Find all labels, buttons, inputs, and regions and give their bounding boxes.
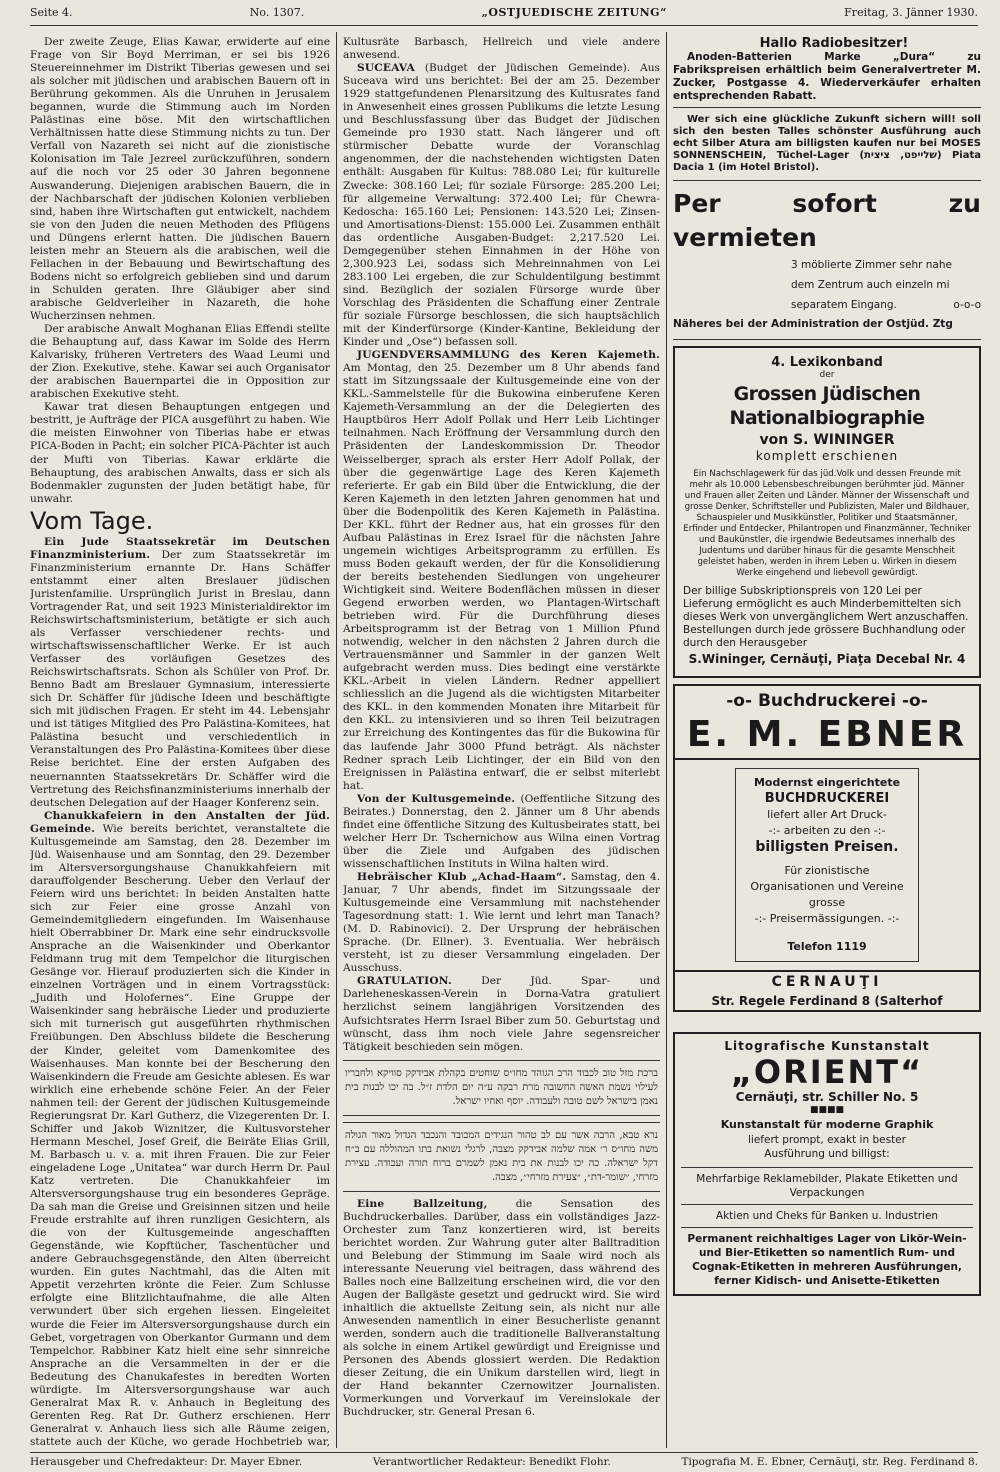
article-paragraph: Der zweite Zeuge, Elias Kawar, erwiderte auf eine Frage von Sir Boyd Merriman, er sei bis 1926 Steuereinnehmer im Distrikt Tiberias gewesen und sei als solcher mit jüdischen und arabischen Bauern oft in Berührung gekommen. Als die Unruhen in Jerusalem begannen, wurde die Stimmung auch im Norden Palästinas eine böse. Mit den wirtschaftlichen Verhältnissen hatte diese Stimmung nichts zu tun. Der Verfall von Nazareth sei nicht auf die zionistische Kolonisation im Tale Jezreel zurückzuführen, sondern auf die noch vor 25 oder 30 Jahren begonnene Auswanderung. Diejenigen arabischen Bauern, die in der Nachbarschaft der jüdischen Kolonien verblieben sind, haben ihre Wirtschaften gut entwickelt, nachdem sie von den Juden die neuen Methoden des Pflügens und Düngens erlernt hatten. Die jüdischen Bauern leisten mehr an Steuern als die arabischen, weil die Fellachen in der Bebauung und Bewirtschaftung des Bodens nicht so erfolgreich geblieben sind und darum in Schulden geraten. Ihre Gläubiger aber sind arabische Geldverleiher in Nazareth, die hohe Wucherzinsen nehmen.	[30, 36, 330, 322]
news-body: Wie bereits berichtet, veranstaltete die Kultusgemeinde am Samstag, den 28. Dezember im Jüd. Waisenhause und am Sonntag, den 29. Dezember im Altersversorgungshause Chanukkahfeiern mit darauffolgender Bescherung. Ueber den Verlauf der Feiern wird uns berichtet: In beiden Anstalten hatte sich zur Feier eine grosse Anzahl von Gemeindemitgliedern eingefunden. Im Waisenhause hielt Oberrabbiner Dr. Mark eine sehr eindrucksvolle Ansprache an die Waisenkinder und Oberkantor Feldmann trug mit dem Tempelchor die liturgischen Gesänge vor. Hierauf produzierten sich die Kinder in einzelnen Vorträgen und in einem Vortragsstück: „Judith und Holofernes“. Eine Gruppe der Waisenkinder sang hebräische Lieder und produzierte sich mit turnerisch gut ausgeführten rhythmischen Freiübungen. Den Abschluss bildete die Bescherung der Kinder, geleitet vom Damenkomitee des Waisenhauses. Man konnte bei der Bescherung den Waisenkindern die Freude am Gesichte ablesen. Es war wirklich eine erhebende schöne Feier. An der Feier nahmen teil: der Gerent der jüdischen Kultusgemeinde Regierungsrat Dr. Karl Gutherz, die Vizegerenten Dr. I. Schiffer und Jakob Wiznitzer, die Kultusvorsteher Hermann Meschel, Josef Greif, die Beiräte Elias Grill, M. Barbasch u. v. a. mit ihren Frauen. Die zur Feier eingeladene Loge „Unitatea“ war durch Herrn Dr. Paul Katz vertreten. Die Chanukkahfeier im Altersversorgungshause trug ein besonderes Gepräge. Da sah man die Greise und Greisinnen sitzen und heile Freude erstrahlte auf ihren runzligen Gesichtern, als die von der Kultusgemeinde angeschafften Gegenstände, wie Kopftücher, Taschentücher und andere Gebrauchsgegenstände, den Alten überreicht wurden. Ein gutes Nachtmahl, das die Alten mit Appetit verzehrten krönte die Feier. Zum Schlusse erfolgte eine Blitzlichtaufnahme, die alle Alten verwundert über sich ergehen liessen. Eingeleitet wurde die Feier im Altersversorgungshause durch ein Gebet, vorgetragen von Oberkantor Gurmann und dem Tempelchor. Rabbiner Katz hielt eine sehr sinnreiche Ansprache an die Versammelten in der er die Bedeutung des Chanukafestes in beredten Worten würdigte. Im Altersversorgungshause war auch Generalrat Max R. v. Anhauch in Begleitung des Gerenten Reg. Rat Dr. Gutherz erschienen. Herr Generalrat v. Anhauch liess sich alle Räume zeigen, stattete auch der Küche, wo gerade Hochbetrieb war,	[30, 822, 330, 1448]
ebner-ad	[673, 684, 981, 1012]
column-divider-2	[666, 32, 667, 1448]
rent-ad-entrance: separatem Eingang.	[791, 299, 897, 311]
orient-ad-line: Mehrfarbige Reklamebilder, Plakate Etiketten und Verpackungen	[681, 1167, 973, 1200]
orient-ad-line: Aktien und Cheks für Banken u. Industrien	[681, 1204, 973, 1228]
news-item	[30, 810, 330, 1450]
news-body: Samstag, den 4. Januar, 7 Uhr abends, findet im Sitzungssaale der Kultusgemeinde eine Versammlung mit nachstehender Tagesordnung statt: 1. Wie lernt und lehrt man Tanach? (M. D. Rabinovici). 2. Der Ursprung der hebräischen Sprache. (Dr. Ellner). 3. Eventualia. Wer hebräisch versteht, ist zu dieser Versammlung eingeladen. Der Ausschuss.	[343, 871, 660, 975]
ebner-ad-line: liefert aller Art Druck-	[767, 808, 887, 822]
news-body: die Sensation des Buchdruckerballes. Darüber, dass ein vollständiges Jazz-Orchester zum Tanz konzertieren wird, ist bereits berichtet worden. Zur Wahrung guter alter Balltradition und Belebung der Stimmung im Saale wird noch als interessante Neuerung viel beitragen, dass während des Balles noch eine Ballzeitung erscheinen wird, die vor den Augen der Ballgäste gesetzt und gedruckt wird. Sie wird inhaltlich die aktuellste Zeitung sein, als nicht nur alle Anwesenden namentlich in einer Besucherliste genannt werden, sondern auch die traditionelle Ballveranstaltung als solche in einem Artikel gewürdigt und Ereignisse und Personen des Abends glossiert werden. Die Redaktion dieser Zeitung, die ein Unikum darstellen wird, liegt in der Hand bekannter Czernowitzer Journalisten. Vormerkungen und Vorverkauf im Vereinslokale der Buchdrucker, str. General Presan 6.	[343, 1197, 660, 1419]
hebrew-notice-1: ברכת מזל טוב לכבוד הרב הגוהד מחו״ס שוחטים בקהלת אבידקק סוויקא ולחבריו לעילוי נשמת האשה החשובה מרת רבקה ע״ה יום הלדת ז״ל. בה יכו לבנות בית נאמן בישראל לשם טובה ולעבודה. יוסף ואחיו ישראל.	[343, 1060, 660, 1116]
page-footer	[30, 1452, 978, 1468]
ebner-ad-phone: Telefon 1119	[787, 940, 867, 954]
news-item	[343, 871, 660, 975]
lexikon-address: S.Wininger, Cernăuţi, Piaţa Decebal Nr. 4	[688, 652, 966, 667]
news-item	[30, 536, 330, 810]
news-headline: JUGENDVERSAMMLUNG des Keren Kajemeth.	[357, 349, 660, 362]
news-headline: Ein Jude Staatssekretär im Deutschen Finanzministerium.	[30, 535, 330, 561]
lexikon-volume: 4. Lexikonband	[771, 355, 883, 370]
news-subheadline: (Budget der Jüdischen Gemeinde).	[424, 62, 631, 75]
lexikon-author: von S. WININGER	[759, 432, 895, 449]
tallis-ad: Wer sich eine glückliche Zukunft sichern will! soll sich den besten Talles schönster Ausführung auch echt Silber Atura am billigsten kaufen nur bei MOSES SONNENSCHEIN, Tüchel-Lager (שלייפט, ציצית) Piata Dacia 1 (im Hotel Bristol).	[673, 114, 981, 181]
news-item	[343, 349, 660, 793]
news-body: Der Jüd. Spar- und Darleheneskassen-Verein in Dorna-Vatra gratuliert herzlichst seinem langjährigen Vorsitzenden des Aufsichtsrates Herrn Israel Biber zum 50. Geburtstag und wünscht, dass ihm noch viele Jahre segensreicher Tätigkeit beschieden sein mögen.	[343, 975, 660, 1053]
rent-ad	[673, 187, 981, 340]
issue-number: No. 1307.	[249, 6, 305, 19]
news-headline: GRATULATION.	[357, 975, 452, 988]
article-paragraph: Kawar trat diesen Behauptungen entgegen und bestritt, je Aufträge der PICA ausgeführt zu haben. Wie die meisten Einwohner von Tiberias habe er etwas PICA-Boden in Pacht; ein solcher PICA-Pächter ist auch der Mufti von Tiberias. Kawar erklärte die Behauptung, des arabischen Anwalts, dass er sich als Bodenmakler zugunsten der Juden betätigt habe, für unwahr.	[30, 401, 330, 505]
news-headline: SUCEAVA	[357, 62, 415, 75]
rent-ad-line	[791, 295, 981, 315]
page-number: Seite 4.	[30, 6, 73, 19]
lexikon-complete: komplett erschienen	[755, 449, 899, 464]
ebner-ad-top: -o- Buchdruckerei -o-	[726, 691, 928, 712]
ebner-ad-line: Für zionistische Organisationen und Vereine grosse	[750, 864, 904, 910]
page-header	[30, 6, 978, 22]
news-body: Am Montag, den 25. Dezember um 8 Uhr abends fand statt im Sitzungssaale der Kultusgemeinde eine von der KKL.-Sammelstelle für die Bukowina einberufene Keren Kajemeth-Versammlung an der die Delegierten des Hauptbüros Herr Adolf Pollak und Herr Leib Lichtinger teilnahmen. Nach Eröffnung der Versammlung durch den Präsidenten der Landeskommission Dr. Theodor Weisselberger, sprach als erster Herr Adolf Pollak, der über die gegenwärtige Lage des Keren Kajemeth referierte. Er gab ein Bild über die Entwicklung, die der Keren Kajemeth in den letzten Jahren genommen hat und über die Bodenpolitik des Keren Kajemeth in Palästina. Der KKL. führt der Redner aus, hat ein grosses für den Aufbau Palästinas in Erez Israel für die nächsten Jahre ungemein wichtiges Arbeitsprogramm zu erfüllen. Es muss Boden gekauft werden, der für die Konsolidierung der bereits bestehenden Siedlungen von ungeheurer Wichtigkeit sind. Weitere Bodenflächen müssen in dieser Gegend erworben werden, wo Plantagen-Wirtschaft betrieben wird. Für die Durchführung dieses Arbeitsprogramm ist der Betrag von 1 Million Pfund notwendig, welcher in den nächsten 2 Jahren durch die Vertrauensmänner und Sammler in der ganzen Welt aufgebracht werden muss. Dies bedingt eine verstärkte KKL.-Arbeit in vielen Ländern. Redner appelliert schliesslich an die Jugend als die wichtigsten Mitarbeiter des KKL. in den kommenden Monaten ihre Mitarbeit für den KKL. zu intensivieren und so ihren Teil beizutragen zur Erreichung des Kontingentes das für die Bukowina für das laufende Jahr 3000 Pfund beträgt. Als nächster Redner sprach Leib Lichtinger, der ein Bild von den Ereignissen in Palästina entwarf, die er selbst miterlebt hat.	[343, 362, 660, 792]
column-2	[343, 36, 660, 1450]
header-rule	[30, 25, 978, 26]
news-headline: Eine Ballzeitung,	[357, 1197, 488, 1210]
news-item	[343, 62, 660, 349]
radio-ad	[673, 36, 981, 108]
orient-ad-line: Kunstanstalt für moderne Graphik	[720, 1118, 934, 1132]
news-body: (Oeffentliche Sitzung des Beirates.) Donnerstag, den 2. Jänner um 8 Uhr abends findet eine öffentliche Sitzung des Kultusbeirates statt, bei welcher Herr Dr. Tschernichow aus Wilna einen Vortrag über die Ziele und Aufgaben des jüdischen wissenschaftlichen Instituts in Wilna halten wird.	[343, 792, 660, 870]
column-1	[30, 36, 330, 1450]
rent-ad-line: 3 möblierte Zimmer sehr nahe	[791, 259, 952, 271]
news-item	[343, 793, 660, 871]
orient-ad	[673, 1032, 981, 1296]
section-heading: Vom Tage.	[30, 506, 154, 535]
rent-ad-line: dem Zentrum auch einzeln mi	[791, 279, 950, 291]
ebner-ad-city: CERNAUŢI	[675, 970, 979, 992]
ebner-ad-line: -:- arbeiten zu den -:-	[768, 824, 886, 838]
article-paragraph: Der arabische Anwalt Moghanan Elias Effendi stellte die Behauptung auf, dass Kawar im Solde des Herrn Kalvarisky, früheren Vertreters des Waad Leumi und der Zion. Exekutive, stehe. Kawar sei auch Organisator der arabischen Bauernpartei die in Opposition zur arabischen Exekutive steht.	[30, 323, 330, 401]
rent-ad-title: Per sofort zu vermieten	[673, 189, 981, 252]
column-3	[673, 36, 981, 1450]
article-paragraph: Kultusräte Barbasch, Hellreich und viele andere anwesend.	[343, 36, 660, 62]
ebner-ad-body	[735, 768, 919, 962]
footer-printer: Tipografia M. E. Ebner, Cernăuţi, str. Reg. Ferdinand 8.	[681, 1456, 978, 1468]
rent-ad-ornament: o-o-o	[953, 299, 981, 311]
newspaper-title: „OSTJUEDISCHE ZEITUNG“	[481, 6, 667, 19]
orient-ad-top: Litografische Kunstanstalt	[724, 1039, 930, 1054]
orient-ad-line: liefert prompt, exakt in bester Ausführung und billigst:	[748, 1134, 906, 1161]
lexikon-title: Grossen Jüdischen Nationalbiographie	[729, 383, 925, 430]
hebrew-notice-2: נרא טבא, הרבה אשר עם לב טהור הנגידים המכובד והנכבד הגדול מאור הגולה משה מחו״ס ר׳ אמה שלמה אבידקק מצבה, לרגלי נשואת בתו המהוללה עם ב״ח דקל ישראלה. כה יכו לבנות את בית נאמן לשמרם ברוח תורה ועבודה. עצירת מזרחי, ״שומר-דת״, ״צעירת מזרחי״, מצבה.	[343, 1122, 660, 1192]
news-item	[343, 975, 660, 1053]
lexikon-price: Der billige Subskriptionspreis von 120 Lei per Lieferung ermöglicht es auch Minderbemittelten sich dieses Werk von unvergänglichem Wert anzuschaffen. Bestellungen durch jede grössere Buchhandlung oder durch den Herausgeber	[683, 585, 969, 650]
orient-ad-address: Cernăuţi, str. Schiller No. 5	[735, 1090, 919, 1105]
news-body: Aus Suceava wird uns berichtet: Bei der am 25. Dezember 1929 stattgefundenen Plenarsitzung des Kultusrates fand in Anwesenheit eines grossen Publikums die letzte Lesung und Beschlussfassung über das Budget der Jüdischen Gemeinde pro 1930 statt. Nach längerer und oft stürmischer Debatte wurde der Voranschlag angenommen, der die nachstehenden wichtigsten Daten enthält: Ausgaben für Kultus: 788.080 Lei; für kulturelle Zwecke: 308.160 Lei; für soziale Fürsorge: 285.200 Lei; für allgemeine Verwaltung: 372.400 Lei; für Chewra-Kedoscha: 165.160 Lei; Pensionen: 143.520 Lei; Zinsen- und Amortisations-Dienst: 155.000 Lei. Zusammen enthält das ordentliche Ausgaben-Budget: 2,217.520 Lei. Demgegenüber stehen Einnahmen in der Höhe von 2,300.923 Lei, sodass sich Mehreinnahmen von Lei 283.100 Lei ergeben, die zur Schuldentilgung bestimmt sind. Bezüglich der sozialen Fürsorge wurde über Vorschlag des Präsidenten die Schaffung einer Zentrale für soziale Fürsorge beschlossen, die sich hauptsächlich mit der Kinderfürsorge (Kinder-Kantine, Bekleidung der Kinder und „Ose“) befassen soll.	[343, 62, 660, 349]
orient-ad-name: „ORIENT“	[730, 1053, 924, 1092]
lexikon-description: Ein Nachschlagewerk für das jüd.Volk und dessen Freunde mit mehr als 10.000 Lebensbeschreibungen berühmter jüd. Männer und Frauen aller Zeiten und Länder. Männer der Wissenschaft und grosse Denker, Schriftsteller und Publizisten, Maler und Bildhauer, Schauspieler und Musikkünstler, Politiker und Staatsmänner, Erfinder und Entdecker, Philantropen und Finanzmänner, Techniker und Baukünstler, die irgendwie Bedeutsames innerhalb des Judentums und darüber hinaus für die gesamte Menschheit geleistet haben, werden in ihrem Leben u. Wirken in diesem Werke eingehend und liebevoll gewürdigt.	[683, 469, 971, 579]
news-body: Der zum Staatssekretär im Finanzministerium ernannte Dr. Hans Schäffer entstammt einer alten Breslauer jüdischen Juristenfamilie. Ursprünglich Jurist in Breslau, dann Vortragender Rat, und seit 1923 Ministerialdirektor im Reichswirtschaftsministerium, betätigte er sich auch als Verfasser verschiedener rechts- und wirtschaftswissenschaftlicher Werke. Er ist auch Verfasser des vorläufigen Gesetzes des Reichswirtschaftsrats. Schon als Schüler von Prof. Dr. Benno Badt am Breslauer Gymnasium, interessierte sich Dr. Schäffer für jüdische Ideen und beschäftigte sich mit jüdischen Fragen. Er steht im 44. Lebensjahr und ist tätiges Mitglied des Pro Palästina-Komitees, hat Palästina besucht und verschiedentlich in Veranstaltungen des Pro Palästina-Komitees über diese Reise berichtet. Eine der ersten Aufgaben des neuernannten Staatssekretärs Dr. Schäffer wird die Vertretung des Reichsfinanzministeriums innerhalb der deutschen Delegation auf der Haager Konferenz sein.	[30, 548, 330, 809]
issue-date: Freitag, 3. Jänner 1930.	[844, 6, 978, 19]
lexikon-der: der	[819, 370, 835, 381]
radio-ad-title: Hallo Radiobesitzer!	[759, 36, 909, 51]
column-divider-1	[336, 32, 337, 1448]
radio-ad-text: Anoden-Batterien Marke „Dura“ zu Fabrikspreisen erhältlich beim Generalvertreter M. Zucker, Postgasse 4. Wiederverkäufer erhalten entsprechenden Rabatt.	[673, 51, 981, 102]
ebner-ad-street: Str. Regele Ferdinand 8 (Salterhof	[711, 994, 943, 1009]
news-item	[343, 1198, 660, 1420]
orient-ad-ornament: ■■■■	[809, 1105, 844, 1116]
ebner-ad-line: billigsten Preisen.	[755, 839, 899, 856]
ebner-ad-line: -:- Preisermässigungen. -:-	[754, 912, 900, 926]
news-headline: Chanukkafeiern in den Anstalten der Jüd. Gemeinde.	[30, 809, 330, 835]
ebner-ad-line: BUCHDRUCKEREI	[764, 791, 890, 807]
rent-ad-contact: Näheres bei der Administration der Ostjüd. Ztg	[673, 318, 953, 330]
footer-editor: Verantwortlicher Redakteur: Benedikt Flohr.	[372, 1456, 611, 1468]
news-headline: Hebräischer Klub „Achad-Haam“.	[357, 871, 567, 883]
lexikon-ad	[673, 346, 981, 678]
news-headline: Von der Kultusgemeinde.	[357, 792, 516, 805]
ebner-ad-line: Modernst eingerichtete	[753, 776, 901, 790]
orient-ad-line: Permanent reichhaltiges Lager von Likör-Wein- und Bier-Etiketten so namentlich Rum- und Cognak-Etiketten in mehreren Ausführungen, ferner Kidisch- und Anisette-Etiketten	[687, 1233, 967, 1288]
ebner-ad-name: E. M. EBNER	[675, 712, 979, 760]
footer-publisher: Herausgeber und Chefredakteur: Dr. Mayer Ebner.	[30, 1456, 303, 1468]
